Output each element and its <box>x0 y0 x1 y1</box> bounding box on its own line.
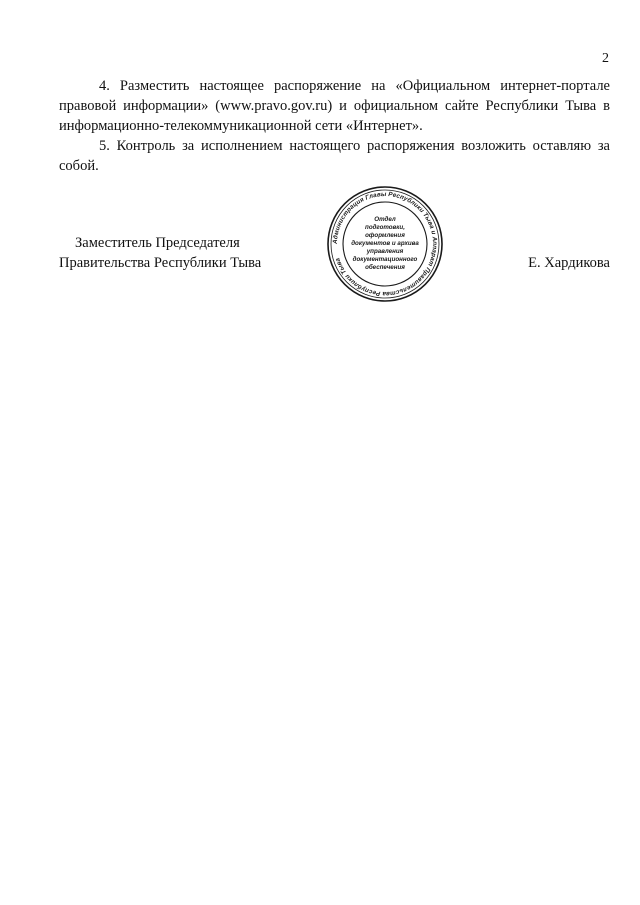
signer-title-line-2: Правительства Республики Тыва <box>59 255 262 271</box>
document-body <box>59 76 610 176</box>
signer-name: Е. Хардикова <box>528 255 610 271</box>
svg-text:документационного: документационного <box>352 256 418 263</box>
seal-center-text <box>351 216 419 271</box>
seal-ring-text: Администрация Главы Республики Тыва и Аппарат Правительства Республики Тыва <box>331 190 439 298</box>
signer-title <box>59 233 261 273</box>
svg-text:подготовки,: подготовки, <box>365 224 405 231</box>
official-seal-stamp <box>326 185 444 303</box>
svg-text:документов и архива: документов и архива <box>351 240 419 247</box>
signer-title-line-1: Заместитель Председателя <box>75 235 240 251</box>
paragraph-item-5: 5. Контроль за исполнением настоящего распоряжения возложить оставляю за собой. <box>59 138 610 174</box>
svg-text:управления: управления <box>366 248 404 255</box>
signature-block <box>59 190 610 323</box>
page-number: 2 <box>602 51 609 66</box>
svg-text:оформления: оформления <box>365 232 405 239</box>
paragraph-item-4: 4. Разместить настоящее распоряжение на «Официальном интернет-портале правовой информации» (www.pravo.gov.ru) и официальном сайте Республики Тыва в информационно-телекоммуникационной сети «Интернет». <box>59 78 610 134</box>
seal-icon <box>326 185 444 303</box>
svg-text:Отдел: Отдел <box>374 216 396 223</box>
svg-text:обеспечения: обеспечения <box>365 264 405 271</box>
